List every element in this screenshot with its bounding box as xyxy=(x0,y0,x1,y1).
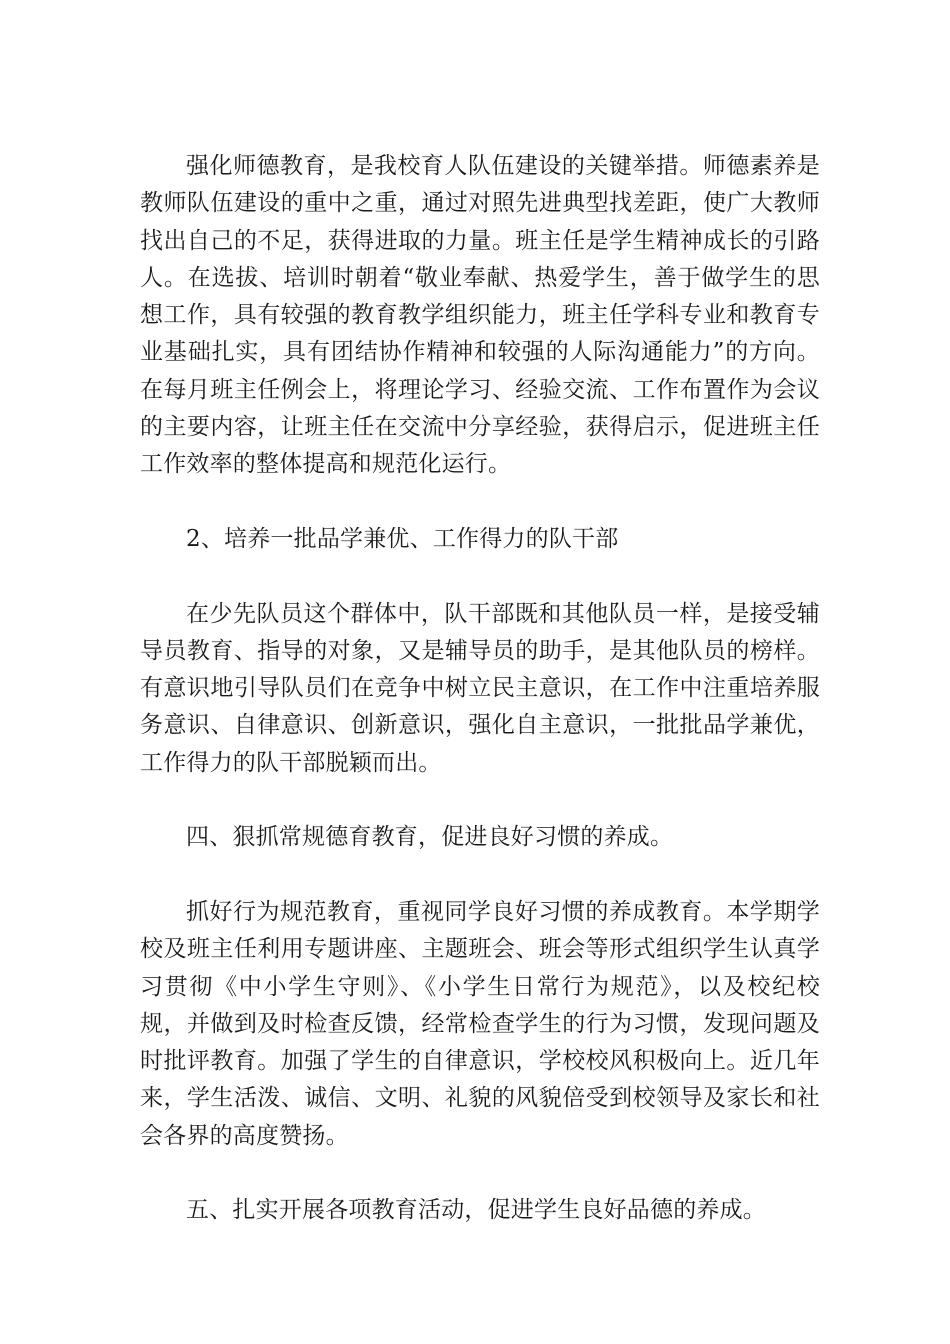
paragraph-teacher-ethics: 强化师德教育，是我校育人队伍建设的关键举措。师德素养是教师队伍建设的重中之重，通过对照先进典型找差距，使广大教师找出自己的不足，获得进取的力量。班主任是学生精神成长的引路人。在选拔、培训时朝着“敬业奉献、热爱学生，善于做学生的思想工作，具有较强的教育教学组织能力，班主任学科专业和教育专业基础扎实，具有团结协作精神和较强的人际沟通能力”的方向。在每月班主任例会上，将理论学习、经验交流、工作布置作为会议的主要内容，让班主任在交流中分享经验，获得启示，促进班主任工作效率的整体提高和规范化运行。 xyxy=(140,153,820,478)
paragraph-team-cadres: 在少先队员这个群体中，队干部既和其他队员一样，是接受辅导员教育、指导的对象，又是辅导员的助手，是其他队员的榜样。有意识地引导队员们在竞争中树立民主意识，在工作中注重培养服务意识、自律意识、创新意识，强化自主意识，一批批品学兼优，工作得力的队干部脱颖而出。 xyxy=(140,600,820,776)
document-body xyxy=(140,148,820,1230)
section-heading-team-cadres: 2、培养一批品学兼优、工作得力的队干部 xyxy=(186,525,619,552)
section-heading-education-activities: 五、扎实开展各项教育活动，促进学生良好品德的养成。 xyxy=(186,1197,766,1224)
paragraph-behavior-norms: 抓好行为规范教育，重视同学良好习惯的养成教育。本学期学校及班主任利用专题讲座、主题班会、班会等形式组织学生认真学习贯彻《中小学生守则》、《小学生日常行为规范》，以及校纪校规，并做到及时检查反馈，经常检查学生的行为习惯，发现问题及时批评教育。加强了学生的自律意识，学校校风积极向上。近几年来，学生活泼、诚信、文明、礼貌的风貌倍受到校领导及家长和社会各界的高度赞扬。 xyxy=(140,898,820,1149)
section-heading-routine-education: 四、狠抓常规德育教育，促进良好习惯的养成。 xyxy=(186,824,674,851)
